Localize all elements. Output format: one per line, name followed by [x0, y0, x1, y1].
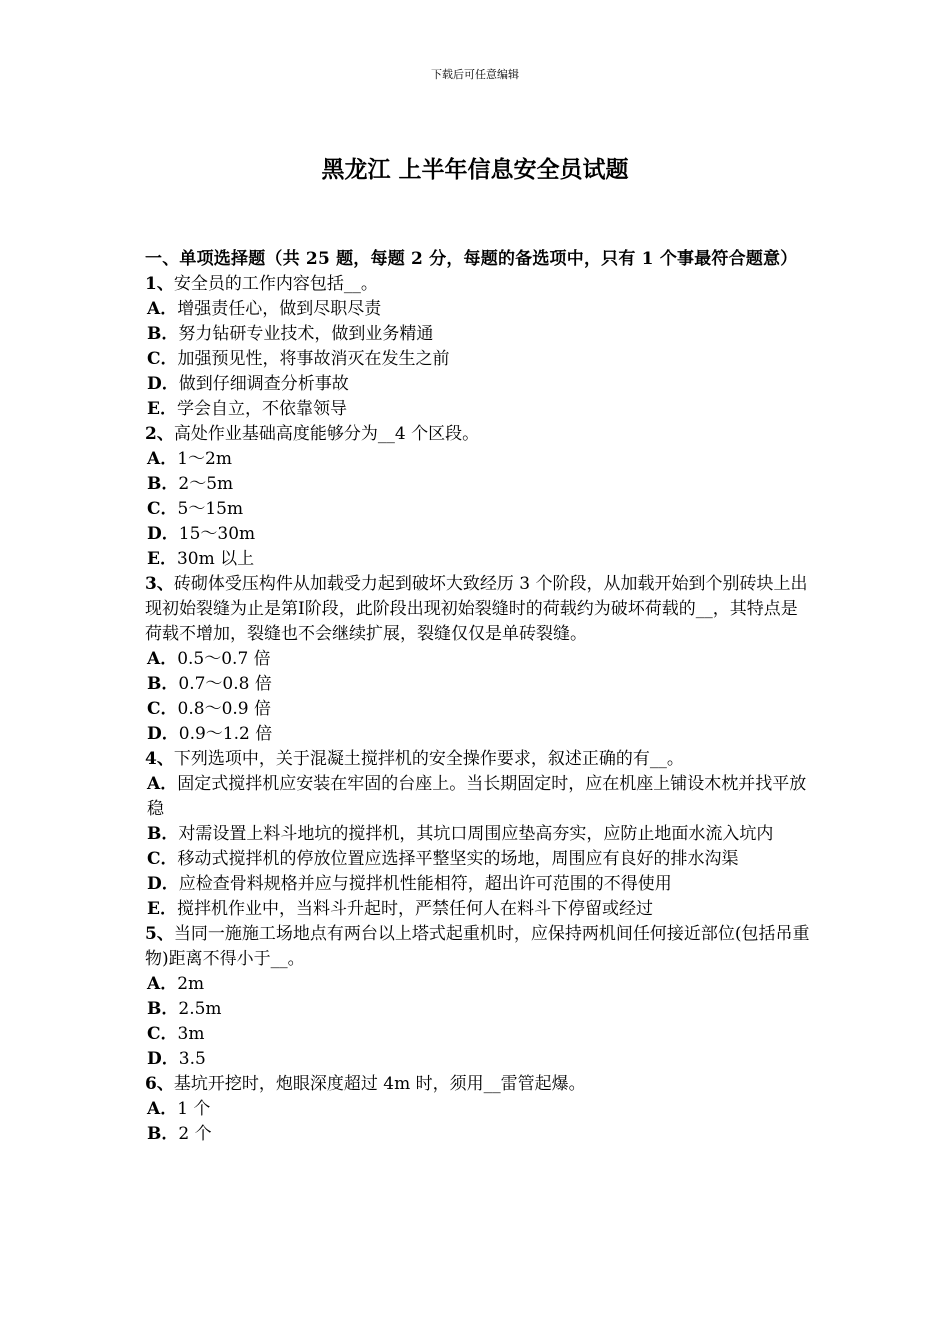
option-text: 1～2m: [177, 449, 232, 469]
option-letter: E．: [147, 899, 177, 919]
option-letter: D．: [147, 874, 179, 894]
answer-option: [145, 1047, 810, 1072]
answer-option: [145, 1022, 810, 1047]
answer-option: [145, 547, 810, 572]
question-stem: [145, 422, 810, 447]
option-text: 3.5: [178, 1049, 206, 1069]
option-text: 0.7～0.8 倍: [178, 674, 272, 694]
question-number: 1、: [145, 274, 174, 294]
option-text: 2.5m: [178, 999, 222, 1019]
option-text: 2～5m: [178, 474, 234, 494]
option-text: 增强责任心，做到尽职尽责: [177, 299, 382, 319]
option-text: 固定式搅拌机应安装在牢固的台座上。当长期固定时，应在机座上铺设木枕并找平放稳: [147, 774, 807, 819]
question-stem: [145, 272, 810, 297]
question-text: 高处作业基础高度能够分为__4 个区段。: [173, 424, 480, 444]
question-2: [145, 422, 810, 572]
answer-option: [145, 372, 810, 397]
option-text: 0.8～0.9 倍: [177, 699, 272, 719]
option-letter: C．: [147, 1024, 178, 1044]
option-text: 30m 以上: [176, 549, 255, 569]
option-letter: A．: [147, 649, 178, 669]
option-letter: C．: [147, 499, 178, 519]
answer-option: [145, 872, 810, 897]
option-letter: A．: [147, 974, 178, 994]
option-letter: D．: [147, 1049, 179, 1069]
question-list: [145, 272, 810, 1147]
answer-option: [145, 822, 810, 847]
section-heading: 一、单项选择题（共 25 题，每题 2 分，每题的备选项中，只有 1 个事最符合题意）: [145, 249, 798, 269]
option-text: 应检查骨料规格并应与搅拌机性能相符，超出许可范围的不得使用: [178, 874, 672, 894]
option-letter: E．: [147, 399, 177, 419]
answer-option: [145, 322, 810, 347]
question-stem: [145, 922, 810, 972]
question-text: 安全员的工作内容包括__。: [173, 274, 378, 294]
option-letter: B．: [147, 474, 179, 494]
option-letter: A．: [147, 774, 178, 794]
question-number: 4、: [145, 749, 174, 769]
answer-option: [145, 522, 810, 547]
question-number: 3、: [145, 574, 174, 594]
option-text: 对需设置上料斗地坑的搅拌机，其坑口周围应垫高夯实，应防止地面水流入坑内: [178, 824, 774, 844]
question-text: 基坑开挖时，炮眼深度超过 4m 时，须用__雷管起爆。: [173, 1074, 586, 1094]
option-text: 2 个: [178, 1124, 212, 1144]
document-body: [145, 247, 810, 1147]
answer-option: [145, 347, 810, 372]
answer-option: [145, 672, 810, 697]
question-number: 2、: [145, 424, 174, 444]
answer-option: [145, 447, 810, 472]
option-letter: E．: [147, 549, 177, 569]
option-text: 0.5～0.7 倍: [177, 649, 271, 669]
option-text: 学会自立，不依靠领导: [176, 399, 347, 419]
question-text: 当同一施施工场地点有两台以上塔式起重机时，应保持两机间任何接近部位(包括吊重物)距离不得小于__。: [145, 924, 810, 969]
answer-option: [145, 697, 810, 722]
question-number: 5、: [145, 924, 174, 944]
answer-option: [145, 1122, 810, 1147]
question-5: [145, 922, 810, 1072]
question-6: [145, 1072, 810, 1147]
option-text: 3m: [177, 1024, 205, 1044]
document-title: 黑龙江 上半年信息安全员试题: [321, 156, 629, 183]
option-text: 努力钻研专业技术，做到业务精通: [178, 324, 434, 344]
option-letter: C．: [147, 699, 178, 719]
answer-option: [145, 472, 810, 497]
option-letter: B．: [147, 674, 179, 694]
question-number: 6、: [145, 1074, 174, 1094]
option-letter: B．: [147, 324, 179, 344]
question-text: 砖砌体受压构件从加载受力起到破坏大致经历 3 个阶段，从加载开始到个别砖块上出现初始裂缝为止是第Ⅰ阶段，此阶段出现初始裂缝时的荷载约为破坏荷载的__，其特点是荷载不增加，裂缝也不会继续扩展，裂缝仅仅是单砖裂缝。: [145, 574, 808, 644]
option-letter: D．: [147, 724, 179, 744]
answer-option: [145, 647, 810, 672]
option-text: 搅拌机作业中，当料斗升起时，严禁任何人在料斗下停留或经过: [176, 899, 653, 919]
question-stem: [145, 1072, 810, 1097]
option-text: 加强预见性，将事故消灭在发生之前: [177, 349, 450, 369]
answer-option: [145, 722, 810, 747]
option-text: 2m: [177, 974, 205, 994]
option-letter: B．: [147, 824, 179, 844]
option-text: 移动式搅拌机的停放位置应选择平整坚实的场地，周围应有良好的排水沟渠: [177, 849, 739, 869]
option-letter: D．: [147, 374, 179, 394]
answer-option: [145, 997, 810, 1022]
answer-option: [145, 1097, 810, 1122]
option-letter: A．: [147, 299, 178, 319]
question-stem: [145, 747, 810, 772]
option-text: 0.9～1.2 倍: [178, 724, 273, 744]
option-letter: A．: [147, 1099, 178, 1119]
option-letter: B．: [147, 1124, 179, 1144]
answer-option: [145, 772, 810, 822]
question-stem: [145, 572, 810, 647]
answer-option: [145, 897, 810, 922]
question-3: [145, 572, 810, 747]
option-text: 做到仔细调查分析事故: [178, 374, 349, 394]
answer-option: [145, 497, 810, 522]
option-letter: C．: [147, 849, 178, 869]
page-header-note: 下载后可任意编辑: [431, 68, 519, 81]
option-letter: A．: [147, 449, 178, 469]
answer-option: [145, 847, 810, 872]
option-letter: D．: [147, 524, 179, 544]
answer-option: [145, 972, 810, 997]
option-text: 1 个: [177, 1099, 211, 1119]
option-letter: C．: [147, 349, 178, 369]
option-text: 5～15m: [177, 499, 244, 519]
question-4: [145, 747, 810, 922]
question-1: [145, 272, 810, 422]
answer-option: [145, 297, 810, 322]
option-text: 15～30m: [178, 524, 256, 544]
question-text: 下列选项中，关于混凝土搅拌机的安全操作要求，叙述正确的有__。: [173, 749, 684, 769]
option-letter: B．: [147, 999, 179, 1019]
answer-option: [145, 397, 810, 422]
